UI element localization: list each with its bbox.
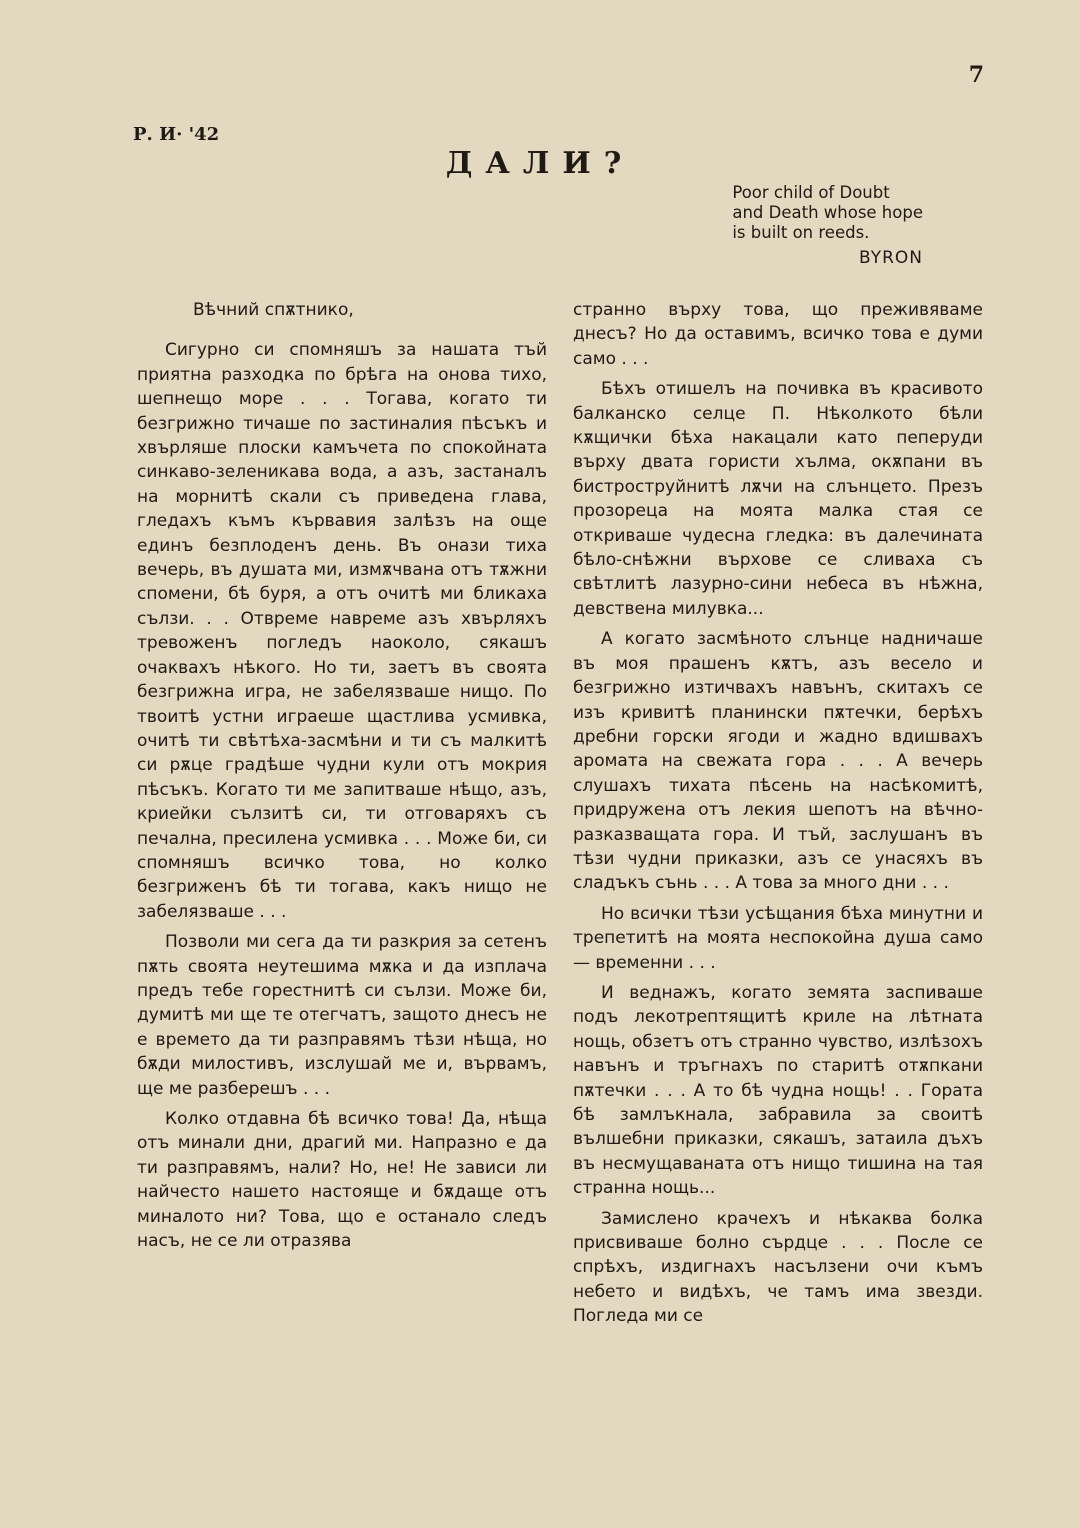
- salutation: Вѣчний спѫтнико,: [193, 300, 354, 320]
- epigraph-line: is built on reeds.: [732, 223, 870, 242]
- paragraph: Сигурно си спомняшъ за нашата тъй приятна разходка по брѣга на онова тихо, шепнещо море . . . Тогава, когато ти безгрижно тичаше по застиналия пѣсъкъ и хвърляше плоски камъчета по спокойната синкаво-зеленикава вода, а азъ, застаналъ на морнитѣ скали съ приведена глава, гледахъ къмъ кървавия залѣзъ на още единъ безплоденъ день. Въ онази тиха вечерь, въ душата ми, измѫчвана отъ тѫжни спомени, бѣ буря, а отъ очитѣ ми бликаха сълзи. . . Отвреме навреме азъ хвърляхъ тревоженъ погледъ наоколо, сякашъ очаквахъ нѣкого. Но ти, заетъ въ своята безгрижна игра, не забелязваше нищо. По твоитѣ устни играеше щастлива усмивка, очитѣ ти свѣтѣха-засмѣни и ти съ малкитѣ си рѫце градѣше чудни кули отъ мокрия пѣсъкъ. Когато ти ме запитваше нѣщо, азъ, криейки сълзитѣ си, ти отговаряхъ съ печална, пресилена усмивка . . . Може би, си спомняшъ всичко това, но колко безгриженъ бѣ ти тогава, какъ нищо не забелязваше . . .: [137, 340, 547, 922]
- paragraph: А когато засмѣното слънце надничаше въ моя прашенъ кѫтъ, азъ весело и безгрижно изтичвахъ навънъ, скитахъ се изъ кривитѣ планински пѫтечки, берѣхъ дребни горски ягоди и жадно вдишвахъ аромата на свежата гора . . . А вечерь слушахъ тихата пѣсень на насѣкомитѣ, придружена отъ лекия шепотъ на вѣчно-разказващата гора. И тъй, заслушанъ въ тѣзи чудни приказки, азъ се унасяхъ въ сладъкъ сънь . . . А това за много дни . . .: [573, 629, 983, 894]
- paragraph: странно върху това, що преживяваме днесъ? Но да оставимъ, всичко това е думи само . . .: [573, 300, 983, 369]
- paragraph: Замислено крачехъ и нѣкаква болка присвиваше болно сърдце . . . После се спрѣхъ, издигнахъ насълзени очи къмъ небето и видѣхъ, че тамъ има звезди. Погледа ми се: [573, 1208, 983, 1327]
- paragraph: Позволи ми сега да ти разкрия за сетенъ пѫть своята неутешима мѫка и да изплача предъ тебе горестнитѣ си сълзи. Може би, думитѣ ми ще те отегчатъ, защото днесъ не е времето да ти разправямъ тѣзи нѣща, но бѫди милостивъ, изслушай ме и, вървамъ, ще ме разберешъ . . .: [137, 932, 547, 1099]
- paragraph: И веднажъ, когато земята заспиваше подъ лекотрептящитѣ криле на лѣтната нощь, обзетъ отъ странно чувство, излѣзохъ навънъ и тръгнахъ по старитѣ отѫпкани пѫтечки . . . А то бѣ чудна нощь! . . Гората бѣ замлъкнала, забравила за своитѣ вълшебни приказки, сякашъ, затаила дъхъ въ несмущаваната отъ нищо тишина на тая странна нощь...: [573, 982, 983, 1199]
- paragraph: Бѣхъ отишелъ на почивка въ красивото балканско селце П. Нѣколкото бѣли кѫщички бѣха накацали като пеперуди върху двата гористи хълма, окѫпани въ бистроструйнитѣ лѫчи на слънцето. Презъ прозореца на моята малка стая се откриваше чудесна гледка: въ далечината бѣло-снѣжни върхове се сливаха съ свѣтлитѣ лазурно-сини небеса въ нѣжна, девствена милувка...: [573, 379, 983, 619]
- page-number: 7: [968, 62, 984, 88]
- epigraph-author: BYRON: [858, 248, 923, 268]
- paragraph: Но всички тѣзи усѣщания бѣха минутни и трепетитѣ на моята неспокойна душа само — временни . . .: [573, 903, 983, 973]
- issue-label: Р. И· '42: [133, 124, 220, 145]
- text-column-left: [137, 298, 547, 1259]
- paragraph: Колко отдавна бѣ всичко това! Да, нѣща отъ минали дни, драгий ми. Напразно е да ти разправямъ, нали? Но, не! Не зависи ли найчесто нашето настояще и бѫдаще отъ миналото ни? Това, що е останало следъ насъ, не се ли отразява: [137, 1109, 547, 1252]
- epigraph: [732, 183, 923, 243]
- article-title: ДАЛИ?: [445, 146, 635, 181]
- text-column-right: [573, 298, 983, 1335]
- epigraph-line: Poor child of Doubt: [732, 183, 890, 202]
- epigraph-line: and Death whose hope: [732, 203, 923, 222]
